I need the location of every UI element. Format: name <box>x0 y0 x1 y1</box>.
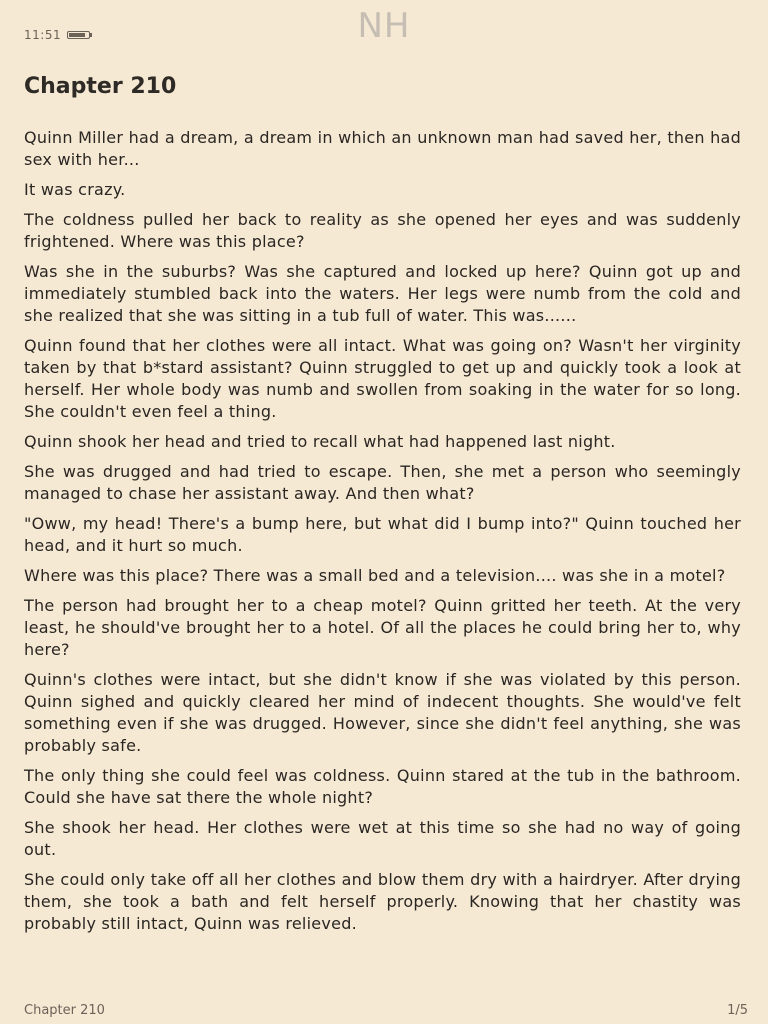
chapter-content[interactable] <box>24 127 741 943</box>
paragraph: She was drugged and had tried to escape. Then, she met a person who seemingly managed to chase her assistant away. And then what? <box>24 462 741 503</box>
paragraph: She shook her head. Her clothes were wet at this time so she had no way of going out. <box>24 818 741 859</box>
clock: 11:51 <box>24 28 62 42</box>
paragraph: Quinn found that her clothes were all intact. What was going on? Wasn't her virginity taken by that b*stard assistant? Quinn struggled to get up and quickly took a look at herself. Her whole body was numb and swollen from soaking in the water for so long. She couldn't even feel a thing. <box>24 336 741 421</box>
watermark-logo: NH <box>357 6 411 46</box>
paragraph: Was she in the suburbs? Was she captured and locked up here? Quinn got up and immediately stumbled back into the waters. Her legs were numb from the cold and she realized that she was sitting in a tub full of water. This was...... <box>24 262 741 325</box>
paragraph: She could only take off all her clothes and blow them dry with a hairdryer. After drying them, she took a bath and felt herself properly. Knowing that her chastity was probably still intact, Quinn was relieved. <box>24 870 741 933</box>
paragraph: Quinn Miller had a dream, a dream in which an unknown man had saved her, then had sex with her... <box>24 128 741 169</box>
paragraph: The coldness pulled her back to reality as she opened her eyes and was suddenly frightened. Where was this place? <box>24 210 741 251</box>
paragraph: Quinn shook her head and tried to recall what had happened last night. <box>24 432 616 451</box>
chapter-title: Chapter 210 <box>24 74 177 99</box>
page-indicator: 1/5 <box>727 1003 748 1018</box>
paragraph: It was crazy. <box>24 180 126 199</box>
paragraph: "Oww, my head! There's a bump here, but what did I bump into?" Quinn touched her head, and it hurt so much. <box>24 514 741 555</box>
paragraph: Where was this place? There was a small bed and a television.... was she in a motel? <box>24 566 726 585</box>
paragraph: Quinn's clothes were intact, but she didn't know if she was violated by this person. Quinn sighed and quickly cleared her mind of indecent thoughts. She would've felt something even if she was drugged. However, since she didn't feel anything, she was probably safe. <box>24 670 741 755</box>
footer-chapter-title: Chapter 210 <box>24 1003 105 1018</box>
paragraph: The only thing she could feel was coldness. Quinn stared at the tub in the bathroom. Could she have sat there the whole night? <box>24 766 741 807</box>
paragraph: The person had brought her to a cheap motel? Quinn gritted her teeth. At the very least, he should've brought her to a hotel. Of all the places he could bring her to, why here? <box>24 596 741 659</box>
